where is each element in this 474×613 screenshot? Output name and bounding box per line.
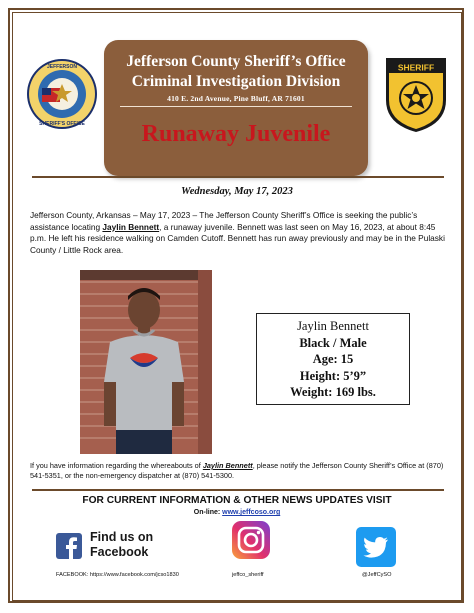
- header-divider: [120, 106, 352, 107]
- bottom-divider: [32, 489, 444, 491]
- svg-text:SHERIFF: SHERIFF: [397, 62, 435, 73]
- sheriff-badge-right: [380, 54, 452, 134]
- instagram-handle[interactable]: jeffco_sheriff: [232, 572, 264, 578]
- svg-text:SHERIFF'S OFFICE: SHERIFF'S OFFICE: [39, 121, 85, 127]
- description-age: Age: 15: [312, 352, 354, 366]
- description-weight: Weight: 169 lbs.: [290, 385, 376, 399]
- contact-text-end: , please notify the Jefferson County Sheriff’s Office at (870) 541-5351, or the non-emergency dispatcher at (870) 541-5300.: [30, 461, 444, 480]
- release-date: Wednesday, May 17, 2023: [181, 186, 293, 197]
- division-title: Criminal Investigation Division: [131, 73, 341, 90]
- top-divider: [32, 176, 444, 178]
- subject-photo: [80, 270, 212, 454]
- online-line: [0, 509, 474, 516]
- contact-subject-name: Jaylin Bennett: [202, 461, 253, 470]
- header-banner: [104, 40, 368, 176]
- facebook-label[interactable]: [90, 530, 153, 560]
- svg-text:JEFFERSON: JEFFERSON: [46, 64, 78, 70]
- paragraph-text-start: Jefferson County, Arkansas – May 17, 2023 – The Jefferson County Sheriff’s Office is seeking the public’s assistance locating: [30, 210, 418, 232]
- updates-heading: FOR CURRENT INFORMATION & OTHER NEWS UPDATES VISIT: [82, 495, 392, 506]
- agency-title: Jefferson County Sheriff’s Office: [126, 53, 346, 70]
- description-height: Height: 5’9”: [299, 368, 367, 383]
- website-link[interactable]: www.jeffcoso.org: [222, 509, 281, 516]
- press-release-paragraph: [30, 210, 450, 256]
- facebook-handle[interactable]: FACEBOOK: https://www.facebook.com/jcso1830: [56, 572, 179, 578]
- contact-text-start: If you have information regarding the whereabouts of: [30, 461, 203, 470]
- subject-description-box: [256, 313, 410, 405]
- online-label: On-line:: [193, 509, 223, 516]
- subject-name: Jaylin Bennett: [102, 221, 160, 232]
- facebook-label-line2: Facebook: [90, 545, 149, 559]
- twitter-handle[interactable]: @JeffCySO: [362, 572, 392, 578]
- twitter-icon[interactable]: [356, 527, 396, 567]
- agency-address: 410 E. 2nd Avenue, Pine Bluff, AR 71601: [167, 94, 305, 103]
- sheriff-seal-left: [26, 58, 98, 130]
- instagram-icon[interactable]: [232, 521, 270, 559]
- description-name: Jaylin Bennett: [297, 319, 369, 333]
- paragraph-text-end: , a runaway juvenile. Bennett was last seen on May 16, 2023, at about 8:45 p.m. He left his residence walking on Camden Cutoff. Bennett has run away previously and may be in the Pulaski County / Little Rock area.: [30, 221, 445, 255]
- contact-paragraph: [30, 461, 450, 481]
- facebook-label-line1: Find us on: [90, 530, 154, 544]
- description-race-sex: Black / Male: [299, 335, 367, 350]
- alert-title: Runaway Juvenile: [141, 121, 331, 147]
- facebook-icon[interactable]: [56, 533, 82, 559]
